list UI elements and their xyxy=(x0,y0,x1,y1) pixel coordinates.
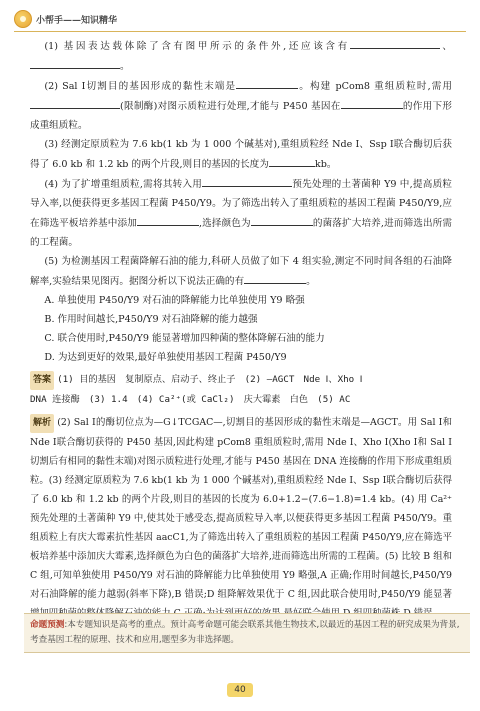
answer-blank xyxy=(137,213,199,226)
answer-blank xyxy=(350,36,440,49)
question-3: (3) 经测定原质粒为 7.6 kb(1 kb 为 1 000 个碱基对),重组质粒经 Nde Ⅰ、Ssp Ⅰ联合酶切后获得了 6.0 kb 和 1.2 kb 的两个片段,则目的基因的长度为 kb。 xyxy=(30,139,452,170)
answer-blank xyxy=(341,96,403,109)
page-content xyxy=(30,36,452,623)
prediction-text: :本专题知识是高考的重点。预计高考命题可能会联系其他生物技术,以最近的基因工程的研究成果为背景,考查基因工程的原理、技术和应用,题型多为非选择题。 xyxy=(30,620,460,645)
answer-blank xyxy=(202,174,292,187)
answer-blank xyxy=(30,96,120,109)
analysis-text: (2) Sal Ⅰ的酶切位点为—G↓TCGAC—,切割目的基因形成的黏性末端是—AGCT。用 Sal Ⅰ和 Nde Ⅰ联合酶切获得的 P450 基因,因此构建 pCom8 重组质粒时,需用 Nde Ⅰ、Xho Ⅰ(Xho Ⅰ和 Sal Ⅰ切割后有相同的黏性末端)对图示质粒进行处理,才能与 P450 基因在 DNA 连接酶的作用下形成重组质粒。(3) 经测定原质粒为 7.6 kb(1 kb 为 1 000 个碱基对),重组质粒经 Nde Ⅰ、Ssp Ⅰ联合酶切后获得了 6.0 kb 和 1.2 kb 的两个片段,则目的基因的长度为 6.0+1.2−(7.6−1.8)=1.4 kb。(4) 用 Ca²⁺预先处理的土著菌种 Y9 中,使其处于感受态,提高质粒导入率,以便获得更多基因工程菌 P450/Y9。重组质粒上有庆大霉素抗性基因 aacC1,为了筛选出转入了重组质粒的基因工程菌 P450/Y9,应在筛选平板培养基中添加庆大霉素,选择颜色为白色的菌落扩大培养,进而筛选出所需的工程菌。(5) 比较 B 组和 C 组,可知单独使用 P450/Y9 对石油的降解能力比单独使用 Y9 略强,A 正确;作用时间越长,P450/Y9 对石油降解的能力越弱(斜率下降),B 错误;D 组降解效果优于 C 组,因此联合使用时,P450/Y9 能显著 xyxy=(30,417,452,600)
answer-line-1: (1) 目的基因 复制原点、启动子、终止子 (2) —AGCT Nde Ⅰ、Xho Ⅰ xyxy=(57,374,363,385)
question-5: (5) 为检测基因工程菌降解石油的能力,科研人员做了如下 4 组实验,测定不同时间各组的石油降解率,实验结果见图丙。据图分析以下说法正确的有 。 xyxy=(30,256,452,287)
answer-blank xyxy=(269,154,315,167)
option-d: D. 为达到更好的效果,最好单独使用基因工程菌 P450/Y9 xyxy=(44,352,287,363)
section-logo-icon xyxy=(14,10,32,28)
header-divider xyxy=(14,31,466,32)
analysis-label: 解析 xyxy=(30,414,54,433)
answer-blank xyxy=(30,56,120,69)
option-b: B. 作用时间越长,P450/Y9 对石油降解的能力越强 xyxy=(44,314,258,325)
question-2: (2) Sal Ⅰ切割目的基因形成的黏性末端是 。构建 pCom8 重组质粒时,需用(限制酶)对图示质粒进行处理,才能与 P450 基因在 的作用下形成重组质粒。 xyxy=(30,76,452,135)
option-c: C. 联合使用时,P450/Y9 能显著增加四种菌的整体降解石油的能力 xyxy=(44,333,325,344)
answer-blank xyxy=(251,213,313,226)
section-title: 小帮手——知识精华 xyxy=(36,15,118,26)
answer-label: 答案 xyxy=(30,371,54,390)
analysis-block xyxy=(30,413,452,623)
answer-blank xyxy=(244,271,306,284)
question-4: (4) 为了扩增重组质粒,需将其转入用 预先处理的土著菌种 Y9 中,提高质粒导入率,以便获得更多基因工程菌 P450/Y9。为了筛选出转入了重组质粒的基因工程菌 P450/Y9,应在筛选平板培养基中添加 ,选择颜色为 的菌落扩大培养,进而筛选出所需的工程菌。 xyxy=(30,174,452,252)
prediction-label: 命题预测 xyxy=(30,620,65,630)
page-number: 40 xyxy=(227,683,253,697)
answer-line-2: DNA 连接酶 (3) 1.4 (4) Ca²⁺(或 CaCl₂) 庆大霉素 白色 (5) AC xyxy=(30,394,351,405)
option-a: A. 单独使用 P450/Y9 对石油的降解能力比单独使用 Y9 略强 xyxy=(44,295,305,306)
answer-block xyxy=(30,370,452,409)
question-1: (1) 基因表达载体除了含有图甲所示的条件外,还应该含有 、。 xyxy=(30,36,452,76)
answer-blank xyxy=(236,76,298,89)
prediction-box xyxy=(24,613,470,653)
page-header xyxy=(14,8,117,30)
